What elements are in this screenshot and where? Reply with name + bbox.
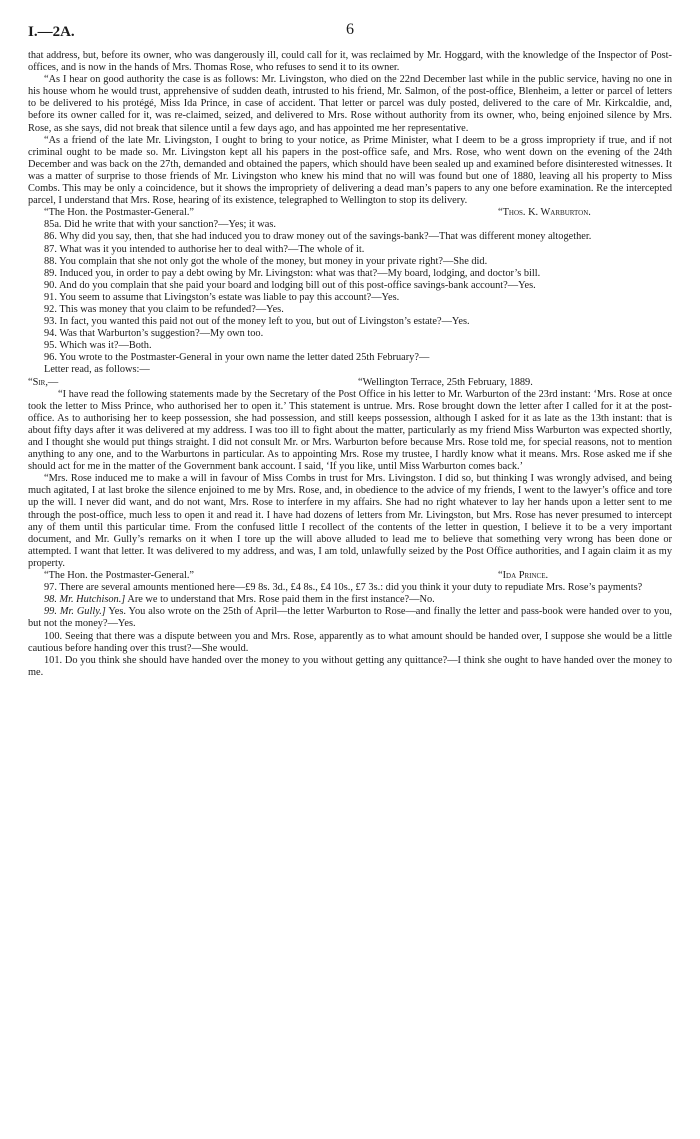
question: 97. There are several amounts mentioned here—£9 8s. 3d., £4 8s., £4 10s., £7 3s.: did you think it your duty to repudiate Mrs. Rose’s payments? xyxy=(44,582,643,594)
question: 90. And do you complain that she paid your board and lodging bill out of this post-office savings-bank account?—Yes. xyxy=(44,279,536,291)
question: 92. This was money that you claim to be refunded?—Yes. xyxy=(44,303,284,315)
letter-read-note: Letter read, as follows:— xyxy=(44,364,150,376)
document-page xyxy=(28,21,673,679)
question: 94. Was that Warburton’s suggestion?—My own too. xyxy=(44,328,264,340)
letter-paragraph: “Mrs. Rose induced me to make a will in favour of Miss Combs in trust for Mrs. Livingston. I did so, but thinking I was wrongly advised, and being much agitated, I at last broke the silence enjoined to me by Mrs. Rose, and, in obedience to the advice of my friends, I went to the lawyer’s office and tore up the will. I never did want, and do not want, Mrs. Rose to interfere in my affairs. She had no right whatever to lay her hands upon a letter sent to me through the post-office, much less to open it and read it. I have had dozens of letters from Mr. Livingston, but Mrs. Rose has never presumed to intercept any of them until this particular time. From the confused little I recollect of the contents of the letter in question, I believe it to be a very important document, and Mr. Gully’s remarks on it when I tore up the will above alluded to lead me to believe that something very wrong has been done or attempted. I want that letter. It was delivered to my address, and was, I am told, unlawfully seized by the Post Office authorities, and I again claim it as my property. xyxy=(28,473,672,569)
paragraph: that address, but, before its owner, who was dangerously ill, could call for it, was reclaimed by Mr. Hoggard, with the knowledge of the Inspector of Post-offices, and is now in the hands of Mrs. Thomas Rose, who refuses to send it to its owner. xyxy=(28,50,672,74)
addressee: “The Hon. the Postmaster-General.” xyxy=(44,570,195,582)
letter-heading xyxy=(28,377,672,389)
page-header xyxy=(28,21,672,50)
paragraph: “As a friend of the late Mr. Livingston, I ought to bring to your notice, as Prime Minister, what I deem to be a gross impropriety if true, and if not criminal ought to be made so. Mr. Livingston kept all his papers in the post-office safe, and Mrs. Rose, who went down on the evening of the 24th December and was back on the 27th, demanded and obtained the papers, which should have been sealed up and examined before disinterested witnesses. It was a matter of surprise to those friends of Mr. Livingston who knew his mind that no will was found but one of 1880, leaving all his property to Miss Combs. This may be only a coincidence, but it shows the impropriety of delivering a dead man’s papers to any one before examination. Re the intercepted parcel, I understand that Mrs. Rose, hearing of its existence, telegraphed to Wellington to stop its delivery. xyxy=(28,134,672,207)
letter-paragraph: “I have read the following statements made by the Secretary of the Post Office in his letter to Mr. Warburton of the 23rd instant: ‘Mrs. Rose at once took the letter to Miss Prince, who authorised her to open it.’ This statement is untrue. Mrs. Rose brought down the letter after I called for it at the post-office. As to authorising her to keep possession, she had possession, and still keeps possession, although I asked for it as late as the 13th instant: that is about fifty days after it was delivered at my address. I was too ill to fight about the matter, particularly as my friend Miss Warburton was expected shortly, and I thought she would put things straight. I did not consult Mr. or Mrs. Warburton before because Mrs. Rose told me, for special reasons, not to mention anything to any one, and to the Warburtons in particular. As to appointing Mrs. Rose my trustee, I hardly know what it means. Mrs. Rose asked me if she should act for me in the matter of the Government bank account. I said, ‘If you like, until Miss Warburton comes back.’ xyxy=(28,388,672,473)
speaker: 99. Mr. Gully.] xyxy=(44,606,106,618)
question: 98. Mr. Hutchison.] Are we to understand that Mrs. Rose paid them in the first instance?—No. xyxy=(44,594,435,606)
question: 96. You wrote to the Postmaster-General in your own name the letter dated 25th February?— xyxy=(44,352,430,364)
question: 93. In fact, you wanted this paid not out of the money left to you, but out of Livingston’s estate?—Yes. xyxy=(44,316,470,328)
question: 87. What was it you intended to authorise her to deal with?—The whole of it. xyxy=(44,243,365,255)
speaker: 98. Mr. Hutchison.] xyxy=(44,594,126,606)
question: 89. Induced you, in order to pay a debt owing by Mr. Livingston: what was that?—My board, lodging, and doctor’s bill. xyxy=(44,267,541,279)
question: 99. Mr. Gully.] Yes. You also wrote on the 25th of April—the letter Warburton to Rose—and finally the letter and pass-book were handed over to you, but not the money?—Yes. xyxy=(28,606,673,630)
signatory: “Thos. K. Warburton. xyxy=(498,207,591,219)
question: 88. You complain that she not only got the whole of the money, but money in your private right?—She did. xyxy=(44,255,488,267)
signature-line xyxy=(28,207,672,219)
signatory: “Ida Prince. xyxy=(498,570,549,582)
question: 86. Why did you say, then, that she had induced you to draw money out of the savings-bank?—That was different money altogether. xyxy=(44,231,592,243)
question: 101. Do you think she should have handed over the money to you without getting any quittance?—I think she ought to have handed over the money to me. xyxy=(28,654,672,678)
question: 91. You seem to assume that Livingston’s estate was liable to pay this account?—Yes. xyxy=(44,291,400,303)
addressee: “The Hon. the Postmaster-General.” xyxy=(44,207,195,219)
question: 100. Seeing that there was a dispute between you and Mrs. Rose, apparently as to what amount should be handed over, I suppose she would be a little cautious before handing over this trust?—She would. xyxy=(28,630,672,654)
signature-line xyxy=(28,570,672,582)
letter-address: “Wellington Terrace, 25th February, 1889. xyxy=(358,376,533,388)
question: 85a. Did he write that with your sanction?—Yes; it was. xyxy=(44,219,276,231)
document-reference: I.—2A. xyxy=(28,24,75,40)
page-number: 6 xyxy=(346,21,354,38)
paragraph: “As I hear on good authority the case is as follows: Mr. Livingston, who died on the 22nd December last while in the public service, having no one in his house whom he would trust, apprehensive of sudden death, intrusted to his friend, Mr. Salmon, of the post-office, Blenheim, a letter or parcel of letters to be delivered to his protégé, Miss Ida Prince, in case of accident. That letter or parcel was duly posted, delivered to the care of Mr. Kirkcaldie, and, before its owner called for it, was re-claimed, seized, and delivered to Mrs. Rose without authority from its owner, who, being enjoined silence by Mrs. Rose, as she says, did not break that silence until a few days ago, and has appointed me her representative. xyxy=(28,74,672,134)
salutation: “Sir,— xyxy=(28,376,59,388)
question: 95. Which was it?—Both. xyxy=(44,340,152,352)
